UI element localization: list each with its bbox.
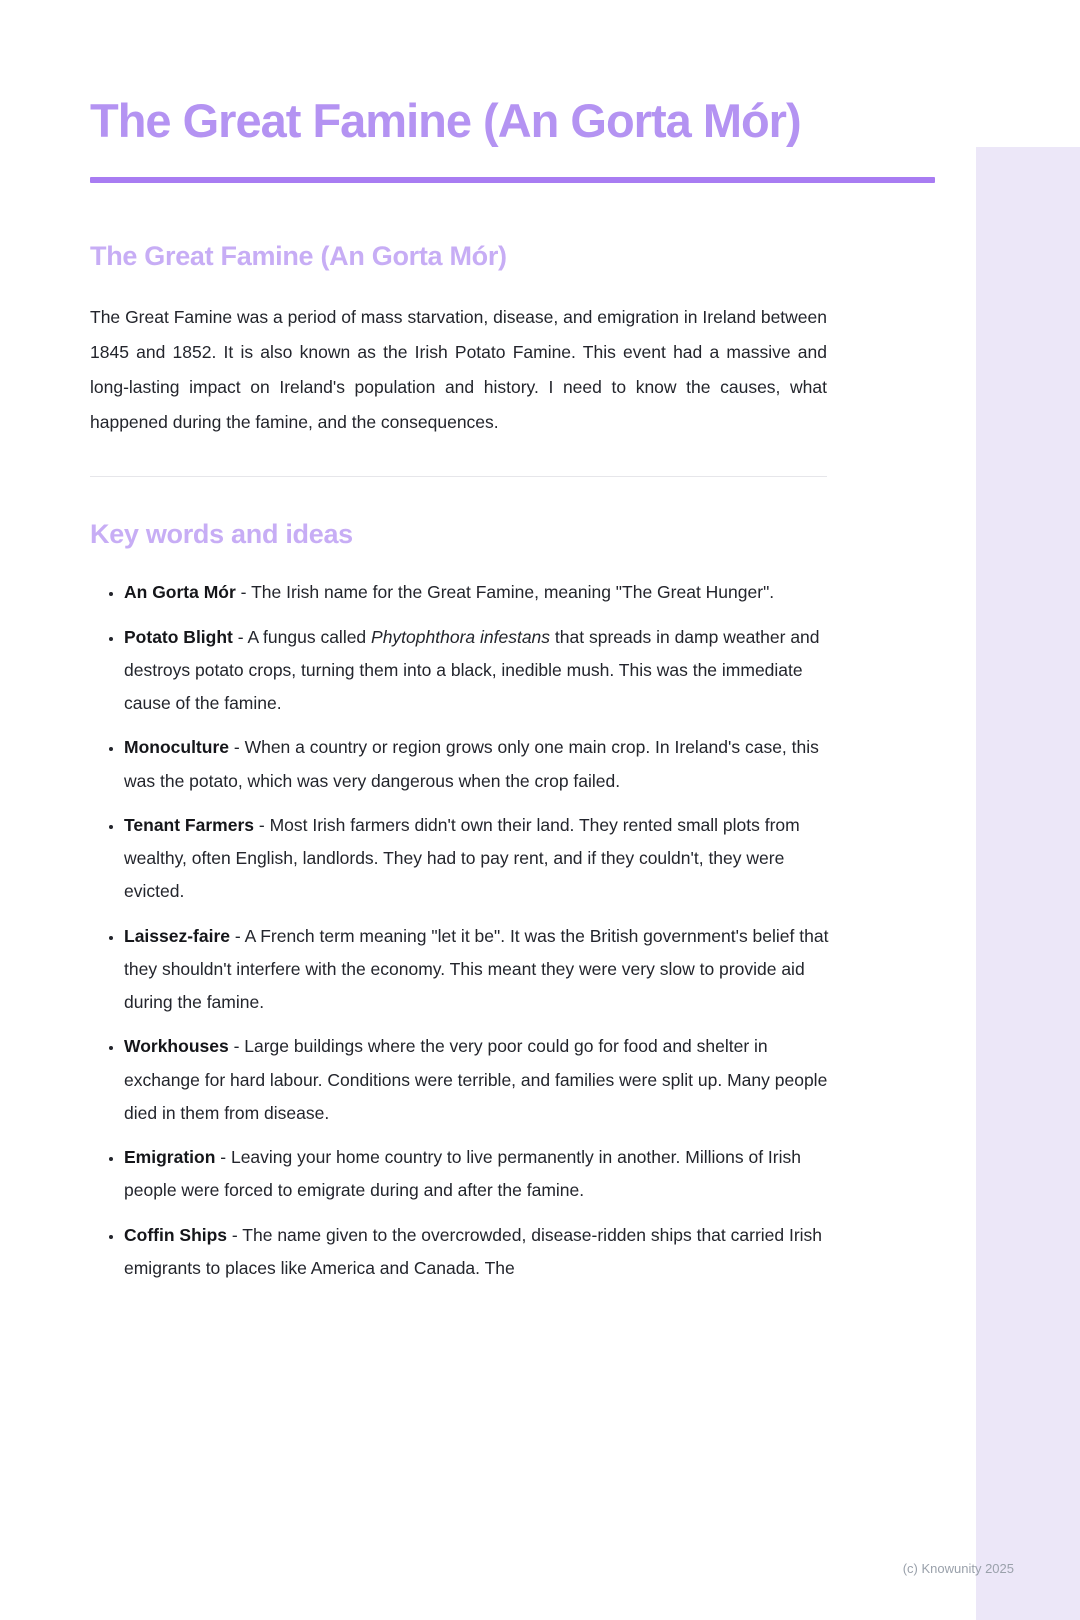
keyword-description: The Irish name for the Great Famine, meaning "The Great Hunger". — [251, 582, 775, 603]
keyword-term: Emigration — [124, 1147, 216, 1168]
keyword-separator: - — [230, 925, 245, 946]
keyword-description: The name given to the overcrowded, disease-ridden ships that carried Irish emigrants to places like America and Canada. The — [124, 1224, 823, 1278]
copyright-watermark: (c) Knowunity 2025 — [902, 1561, 1014, 1576]
keyword-item — [124, 576, 832, 609]
keyword-separator: - — [232, 626, 248, 647]
keyword-description: Large buildings where the very poor could go for food and shelter in exchange for hard labour. Conditions were terrible, and families were split up. Many people died in them from disease. — [124, 1036, 828, 1123]
title-divider-rule — [90, 177, 935, 183]
keyword-item — [124, 621, 832, 721]
page-side-strip — [976, 147, 1080, 1620]
keyword-separator: - — [215, 1147, 231, 1168]
page-title: The Great Famine (An Gorta Mór) — [90, 94, 801, 147]
keyword-description: Most Irish farmers didn't own their land. They rented small plots from wealthy, often English, landlords. They had to pay rent, and if they couldn't, they were evicted. — [124, 814, 800, 902]
section-divider — [90, 476, 827, 477]
keyword-term: Potato Blight — [124, 626, 233, 647]
keyword-term: Laissez-faire — [124, 925, 231, 946]
keyword-italic-text: Phytophthora infestans — [371, 626, 551, 647]
keyword-separator: - — [229, 737, 245, 758]
keyword-term: An Gorta Mór — [124, 582, 236, 603]
keyword-separator: - — [254, 814, 270, 835]
document-page — [90, 92, 935, 1285]
intro-section-heading: The Great Famine (An Gorta Mór) — [90, 241, 507, 272]
keyword-description: Leaving your home country to live permanently in another. Millions of Irish people were forced to emigrate during and after the famine. — [124, 1147, 801, 1201]
keyword-term: Coffin Ships — [124, 1224, 228, 1245]
keyword-description: A fungus called — [247, 626, 372, 647]
keyword-description: A French term meaning "let it be". It was the British government's belief that they shouldn't interfere with the economy. This meant they were very slow to provide aid during the famine. — [124, 925, 829, 1013]
keywords-list — [90, 576, 832, 1285]
keyword-term: Workhouses — [124, 1036, 229, 1057]
keyword-description: that spreads in damp weather and destroys potato crops, turning them into a black, inedible mush. This was the immediate cause of the famine. — [124, 626, 820, 714]
keyword-term: Tenant Farmers — [124, 814, 254, 835]
keyword-separator: - — [235, 582, 252, 603]
keyword-item — [124, 920, 832, 1020]
keyword-item — [124, 731, 832, 798]
intro-paragraph: The Great Famine was a period of mass starvation, disease, and emigration in Ireland between 1845 and 1852. It is also known as the Irish Potato Famine. This event had a massive and long-lasting impact on Ireland's population and history. I need to know the causes, what happened during the famine, and the consequences. — [90, 307, 827, 433]
keyword-item — [124, 809, 832, 909]
keyword-item — [124, 1030, 832, 1130]
keyword-separator: - — [227, 1224, 243, 1245]
keyword-item — [124, 1219, 832, 1286]
keyword-description: When a country or region grows only one main crop. In Ireland's case, this was the potato, which was very dangerous when the crop failed. — [124, 737, 819, 791]
keyword-item — [124, 1141, 832, 1208]
keyword-term: Monoculture — [124, 737, 229, 758]
keyword-separator: - — [228, 1036, 245, 1057]
keywords-section-heading: Key words and ideas — [90, 519, 353, 550]
